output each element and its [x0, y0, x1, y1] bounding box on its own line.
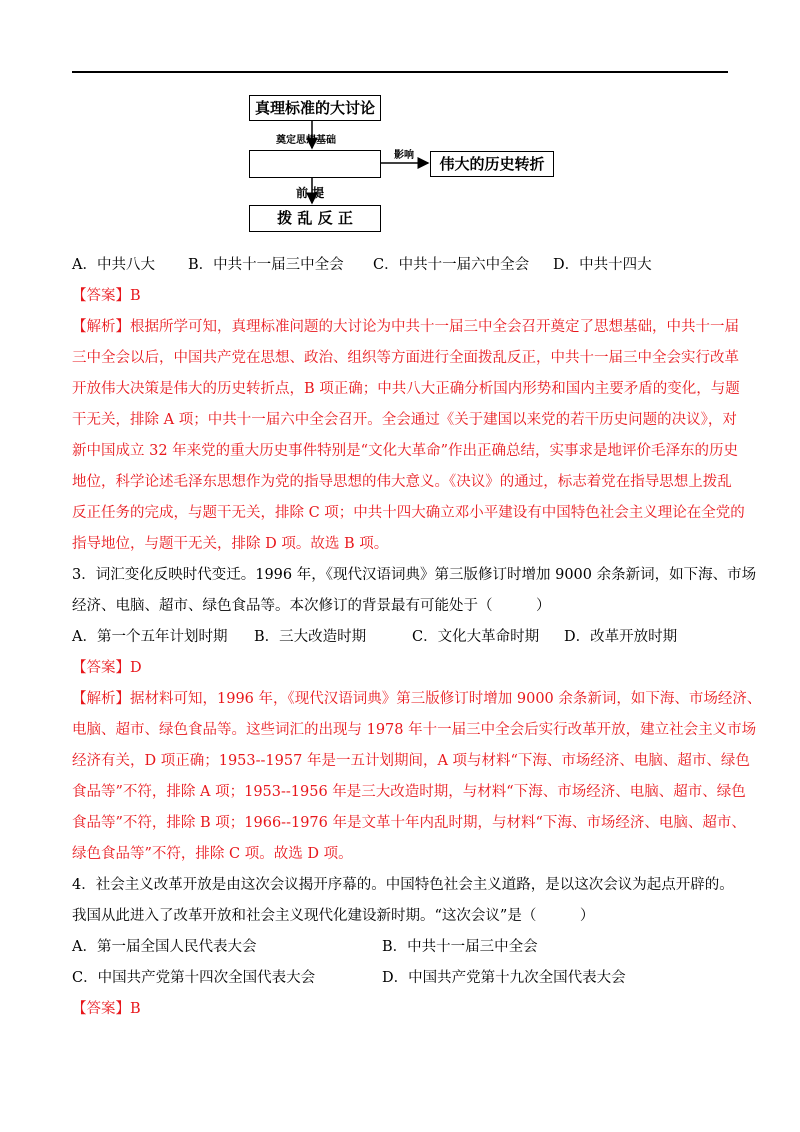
q4-stem-line: 我国从此进入了改革开放和社会主义现代化建设新时期。“这次会议”是（ ） [72, 908, 595, 924]
q3-analysis-line: 绿色食品等”不符，排除 C 项。故选 D 项。 [72, 846, 353, 862]
q3-analysis-line: 食品等”不符，排除 B 项；1966--1976 年是文革十年内乱时期，与材料“下海、市场经济、电脑、超市、 [72, 815, 746, 831]
analysis-tag: 【解析】 [72, 319, 130, 335]
q2-option-b: B．中共十一届三中全会 [188, 257, 344, 273]
q4-options-row-2 [72, 963, 732, 994]
q2-answer [72, 281, 732, 312]
diagram-arrows [0, 0, 800, 240]
q2-option-a: A．中共八大 [72, 257, 155, 273]
q2-analysis-line [72, 312, 739, 343]
q2-option-c: C．中共十一届六中全会 [373, 257, 530, 273]
q2-analysis-line: 干无关，排除 A 项；中共十一届六中全会召开。全会通过《关于建国以来党的若干历史问题的决议》，对 [72, 412, 737, 428]
q3-analysis-line [72, 684, 762, 715]
q2-analysis-line: 开放伟大决策是伟大的历史转折点，B 项正确；中共八大正确分析国内形势和国内主要矛盾的变化，与题 [72, 381, 740, 397]
q2-analysis-line: 指导地位，与题干无关，排除 D 项。故选 B 项。 [72, 536, 389, 552]
box-blank [249, 150, 381, 178]
analysis-text: 根据所学可知，真理标准问题的大讨论为中共十一届三中全会召开奠定了思想基础，中共十一届 [130, 319, 739, 335]
q3-stem-line: 经济、电脑、超市、绿色食品等。本次修订的背景最有可能处于（ ） [72, 598, 551, 614]
q3-option-c: C．文化大革命时期 [412, 629, 540, 645]
analysis-text: 据材料可知，1996 年，《现代汉语词典》第三版修订时增加 9000 余条新词，如下海、市场经济、 [130, 691, 762, 707]
q3-analysis-line: 食品等”不符，排除 A 项；1953--1956 年是三大改造时期，与材料“下海、市场经济、电脑、超市、绿色 [72, 784, 746, 800]
flow-diagram [0, 0, 800, 240]
q4-stem-line: 4．社会主义改革开放是由这次会议揭开序幕的。中国特色社会主义道路，是以这次会议为起点开辟的。 [72, 877, 734, 893]
answer-tag: 【答案】 [72, 288, 130, 304]
q2-options [72, 250, 732, 281]
q3-option-b: B．三大改造时期 [254, 629, 367, 645]
q3-answer [72, 653, 732, 684]
box-bring-order: 拨 乱 反 正 [249, 205, 381, 232]
q4-option-d: D．中国共产党第十九次全国代表大会 [382, 970, 626, 986]
q4-option-c: C．中国共产党第十四次全国代表大会 [72, 970, 316, 986]
q4-answer [72, 994, 732, 1025]
label-influence: 影响 [394, 150, 414, 161]
answer-value: B [130, 288, 141, 304]
box-historic-turn: 伟大的历史转折 [430, 151, 554, 177]
q4-option-b: B．中共十一届三中全会 [382, 939, 538, 955]
document-body [72, 250, 762, 1025]
q3-options [72, 622, 732, 653]
label-premise: 前 提 [296, 186, 325, 200]
answer-tag: 【答案】 [72, 660, 130, 676]
q4-options-row-1 [72, 932, 732, 963]
label-foundation: 奠定思想基础 [276, 135, 336, 146]
answer-tag: 【答案】 [72, 1001, 130, 1017]
q3-option-a: A．第一个五年计划时期 [72, 629, 228, 645]
q2-analysis-line: 三中全会以后，中国共产党在思想、政治、组织等方面进行全面拨乱反正，中共十一届三中全会实行改革 [72, 350, 739, 366]
box-truth-debate: 真理标准的大讨论 [249, 95, 381, 121]
q2-option-d: D．中共十四大 [553, 257, 652, 273]
q2-analysis-line: 地位，科学论述毛泽东思想作为党的指导思想的伟大意义。《决议》的通过，标志着党在指导思想上拨乱 [72, 474, 732, 490]
q3-stem-line: 3．词汇变化反映时代变迁。1996 年，《现代汉语词典》第三版修订时增加 9000 余条新词，如下海、市场 [72, 567, 757, 583]
q4-option-a: A．第一届全国人民代表大会 [72, 939, 257, 955]
analysis-tag: 【解析】 [72, 691, 130, 707]
q2-analysis-line: 反正任务的完成，与题干无关，排除 C 项；中共十四大确立邓小平建设有中国特色社会主义理论在全党的 [72, 505, 745, 521]
q3-option-d: D．改革开放时期 [564, 629, 678, 645]
q3-analysis-line: 经济有关，D 项正确；1953--1957 年是一五计划期间，A 项与材料“下海、市场经济、电脑、超市、绿色 [72, 753, 750, 769]
answer-value: D [130, 660, 142, 676]
answer-value: B [130, 1001, 141, 1017]
q2-analysis-line: 新中国成立 32 年来党的重大历史事件特别是“文化大革命”作出正确总结，实事求是地评价毛泽东的历史 [72, 443, 738, 459]
q3-analysis-line: 电脑、超市、绿色食品等。这些词汇的出现与 1978 年十一届三中全会后实行改革开放，建立社会主义市场 [72, 722, 757, 738]
